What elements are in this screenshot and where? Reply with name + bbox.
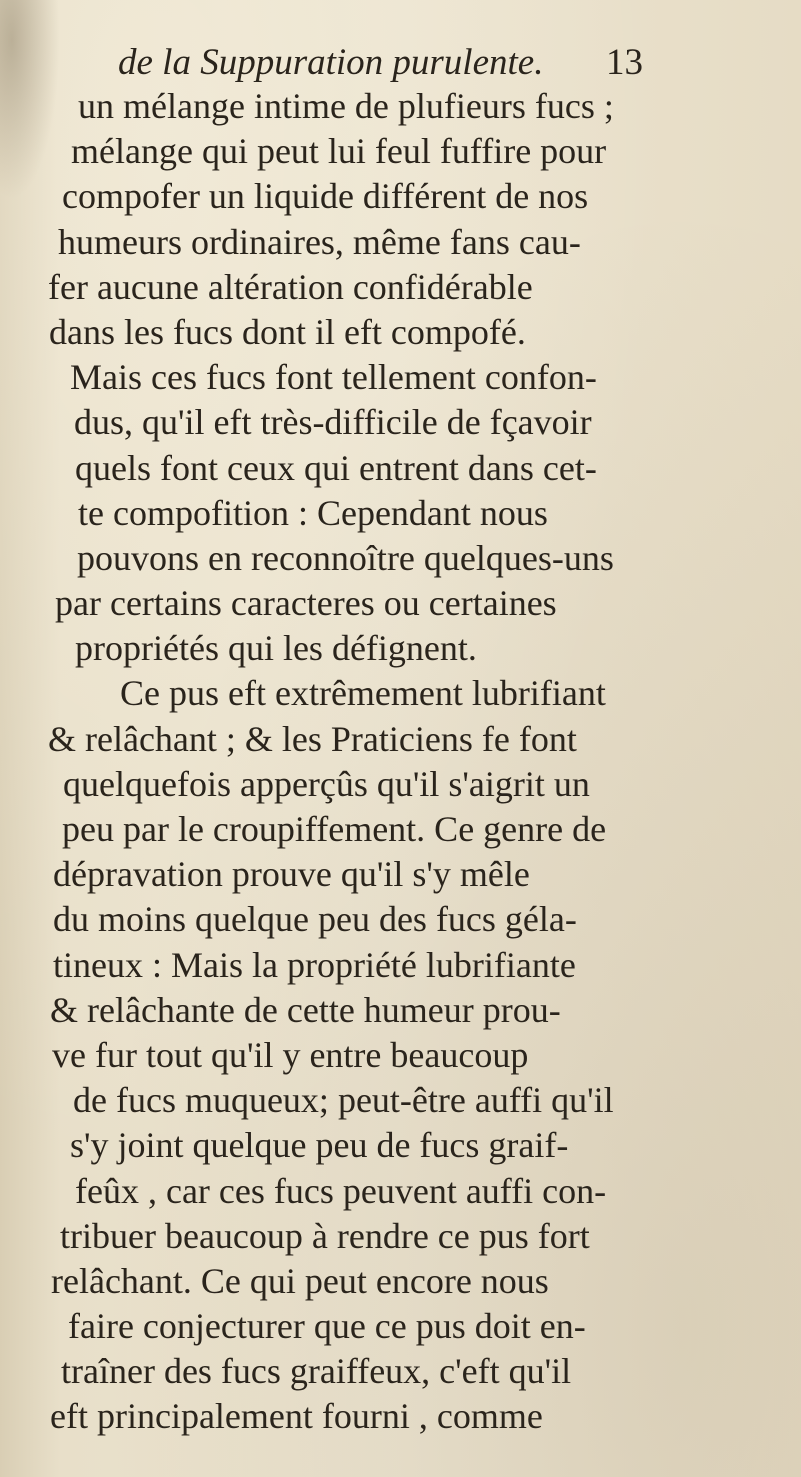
text-line: eft principalement fourni , comme (50, 1396, 543, 1437)
text-line: s'y joint quelque peu de fucs graif- (70, 1125, 569, 1166)
text-line: humeurs ordinaires, même fans cau- (58, 221, 581, 262)
text-line: & relâchante de cette humeur prou- (50, 989, 561, 1030)
text-line: relâchant. Ce qui peut encore nous (51, 1260, 549, 1301)
text-line: dépravation prouve qu'il s'y mêle (53, 854, 530, 895)
text-line: Mais ces fucs font tellement confon- (70, 357, 597, 398)
text-line: & relâchant ; & les Praticiens fe font (48, 718, 577, 759)
page-number: 13 (606, 42, 643, 83)
text-line: dans les fucs dont il eft compofé. (49, 311, 526, 352)
text-line: fer aucune altération confidérable (48, 266, 533, 307)
running-head (118, 40, 678, 86)
text-line: ve fur tout qu'il y entre beaucoup (52, 1034, 529, 1075)
text-line: du moins quelque peu des fucs géla- (53, 899, 577, 940)
text-line: un mélange intime de plufieurs fucs ; (78, 86, 614, 126)
body-text (40, 84, 770, 1440)
text-line: de fucs muqueux; peut-être auffi qu'il (73, 1080, 614, 1121)
text-line: par certains caracteres ou certaines (55, 583, 557, 624)
text-line: dus, qu'il eft très-difficile de fçavoir (74, 402, 592, 443)
text-line: feûx , car ces fucs peuvent auffi con- (75, 1170, 607, 1211)
text-line: faire conjecturer que ce pus doit en- (68, 1306, 586, 1347)
text-line: tineux : Mais la propriété lubrifiante (53, 944, 576, 985)
text-line: quelquefois apperçûs qu'il s'aigrit un (63, 763, 590, 804)
text-line: mélange qui peut lui feul fuffire pour (71, 131, 607, 172)
text-line: Ce pus eft extrêmement lubrifiant (120, 673, 606, 714)
text-line: peu par le croupiffement. Ce genre de (62, 809, 607, 849)
running-head-title: de la Suppuration purulente. (118, 42, 544, 83)
text-line: compofer un liquide différent de nos (62, 176, 589, 217)
text-line: traîner des fucs graiffeux, c'eft qu'il (61, 1351, 572, 1392)
text-line: tribuer beaucoup à rendre ce pus fort (60, 1215, 590, 1256)
text-line: pouvons en reconnoître quelques-uns (77, 537, 614, 578)
text-line: quels font ceux qui entrent dans cet- (75, 447, 597, 488)
text-line: te compofition : Cependant nous (78, 492, 548, 533)
text-line: propriétés qui les défignent. (75, 628, 477, 669)
